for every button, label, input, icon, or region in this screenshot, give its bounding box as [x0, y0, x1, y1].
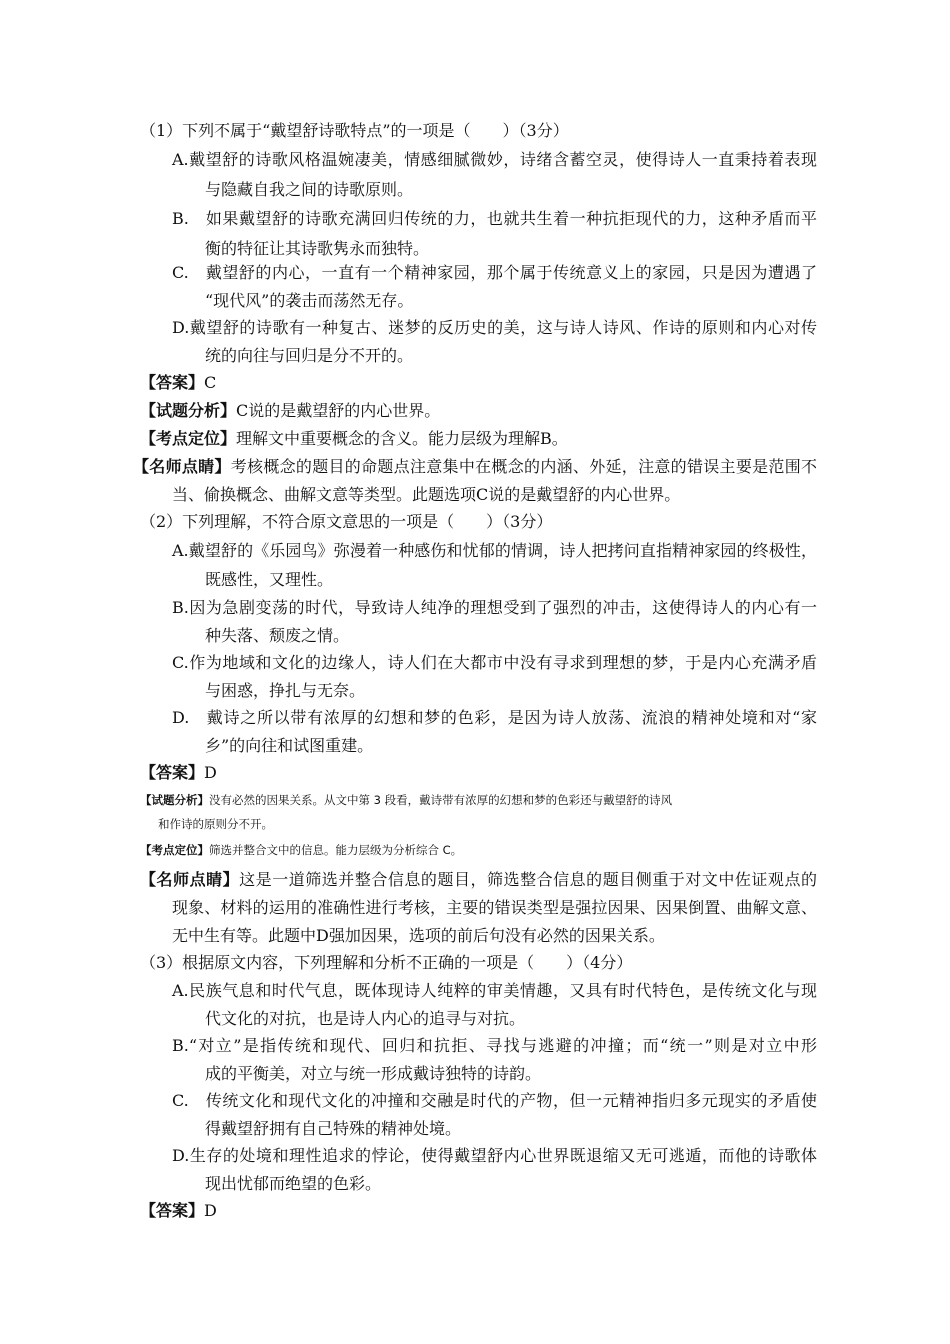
- comment-text: 这是一道筛选并整合信息的题目，筛选整合信息的题目侧重于对文中佐证观点的: [239, 870, 817, 889]
- comment-label: 【名师点睛】: [140, 870, 240, 889]
- position-text: 筛选并整合文中的信息。能力层级为分析综合 C。: [209, 843, 463, 857]
- answer-value: C: [204, 373, 217, 392]
- q2-analysis-line2: 和作诗的原则分不开。: [158, 817, 273, 831]
- q3-option-b-line2: 成的平衡美，对立与统一形成戴诗独特的诗韵。: [205, 1064, 542, 1083]
- q3-option-d-line1: D.生存的处境和理性追求的悖论，使得戴望舒内心世界既退缩又无可逃遁，而他的诗歌体: [172, 1146, 817, 1165]
- q3-answer: [140, 1201, 217, 1221]
- answer-value: D: [204, 763, 217, 782]
- q2-option-a-line2: 既感性，又理性。: [205, 570, 334, 589]
- q3-option-d-line2: 现出忧郁而绝望的色彩。: [205, 1174, 382, 1193]
- q2-comment-line2: 现象、材料的运用的准确性进行考核，主要的错误类型是强拉因果、因果倒置、曲解文意、: [172, 898, 817, 917]
- answer-label: 【答案】: [140, 763, 205, 782]
- question-2-stem: （2）下列理解，不符合原文意思的一项是（ ）（3分）: [140, 512, 553, 531]
- q3-option-c-line1: C. 传统文化和现代文化的冲撞和交融是时代的产物，但一元精神指归多元现实的矛盾使: [172, 1091, 817, 1110]
- answer-label: 【答案】: [140, 373, 205, 392]
- comment-text: 考核概念的题目的命题点注意集中在概念的内涵、外延，注意的错误主要是范围不: [230, 457, 817, 476]
- question-1-stem: （1）下列不属于“戴望舒诗歌特点”的一项是（ ）（3分）: [140, 121, 569, 140]
- q1-option-a-line2: 与隐藏自我之间的诗歌原则。: [205, 180, 414, 199]
- q1-comment-line2: 当、偷换概念、曲解文意等类型。此题选项C说的是戴望舒的内心世界。: [172, 485, 681, 504]
- q2-option-c-line1: C.作为地域和文化的边缘人，诗人们在大都市中没有寻求到理想的梦，于是内心充满矛盾: [172, 653, 817, 672]
- comment-label: 【名师点睛】: [133, 457, 231, 476]
- q2-option-d-line1: D. 戴诗之所以带有浓厚的幻想和梦的色彩，是因为诗人放荡、流浪的精神处境和对“家: [172, 708, 817, 727]
- position-label: 【考点定位】: [140, 429, 237, 448]
- answer-value: D: [204, 1201, 217, 1220]
- analysis-label: 【试题分析】: [140, 401, 237, 420]
- q1-position: [140, 429, 568, 449]
- q1-option-d-line1: D.戴望舒的诗歌有一种复古、迷梦的反历史的美，这与诗人诗风、作诗的原则和内心对传: [172, 318, 817, 337]
- q2-answer: [140, 763, 217, 783]
- q2-analysis-line1: [140, 792, 672, 808]
- question-3-stem: （3）根据原文内容，下列理解和分析不正确的一项是（ ）（4分）: [140, 953, 633, 972]
- answer-label: 【答案】: [140, 1201, 205, 1220]
- analysis-text: 没有必然的因果关系。从文中第 3 段看，戴诗带有浓厚的幻想和梦的色彩还与戴望舒的诗风: [209, 793, 673, 807]
- q3-option-a-line1: A.民族气息和时代气息，既体现诗人纯粹的审美情趣，又具有时代特色，是传统文化与现: [172, 981, 817, 1000]
- q2-position: [140, 842, 462, 858]
- q2-option-b-line2: 种失落、颓废之情。: [205, 626, 350, 645]
- q2-option-b-line1: B.因为急剧变荡的时代，导致诗人纯净的理想受到了强烈的冲击，这使得诗人的内心有一: [172, 598, 817, 617]
- q3-option-b-line1: B.“对立”是指传统和现代、回归和抗拒、寻找与逃避的冲撞；而“统一”则是对立中形: [172, 1036, 817, 1055]
- position-text: 理解文中重要概念的含义。能力层级为理解B。: [236, 429, 568, 448]
- analysis-text: C说的是戴望舒的内心世界。: [236, 401, 441, 420]
- q1-option-c-line2: “现代风”的袭击而荡然无存。: [205, 291, 414, 310]
- q2-comment-line1: [140, 870, 817, 890]
- q1-option-c-line1: C. 戴望舒的内心，一直有一个精神家园，那个属于传统意义上的家园，只是因为遭遇了: [172, 263, 817, 282]
- q3-option-a-line2: 代文化的对抗，也是诗人内心的追寻与对抗。: [205, 1009, 526, 1028]
- q1-option-d-line2: 统的向往与回归是分不开的。: [205, 346, 414, 365]
- q1-comment-line1: [133, 457, 817, 477]
- q2-option-a-line1: A.戴望舒的《乐园鸟》弥漫着一种感伤和忧郁的情调，诗人把拷问直指精神家园的终极性，: [172, 541, 817, 560]
- q1-option-b-line1: B. 如果戴望舒的诗歌充满回归传统的力，也就共生着一种抗拒现代的力，这种矛盾而平: [172, 209, 817, 228]
- q2-option-d-line2: 乡”的向往和试图重建。: [205, 736, 374, 755]
- q2-option-c-line2: 与困惑，挣扎与无奈。: [205, 681, 366, 700]
- q3-option-c-line2: 得戴望舒拥有自己特殊的精神处境。: [205, 1119, 462, 1138]
- q1-option-b-line2: 衡的特征让其诗歌隽永而独特。: [205, 239, 430, 258]
- position-label: 【考点定位】: [140, 843, 209, 857]
- q1-answer: [140, 373, 216, 393]
- analysis-label: 【试题分析】: [140, 793, 209, 807]
- q1-option-a-line1: A.戴望舒的诗歌风格温婉凄美，情感细腻微妙，诗绪含蓄空灵，使得诗人一直秉持着表现: [172, 150, 817, 169]
- q2-comment-line3: 无中生有等。此题中D强加因果，选项的前后句没有必然的因果关系。: [172, 926, 665, 945]
- q1-analysis: [140, 401, 440, 421]
